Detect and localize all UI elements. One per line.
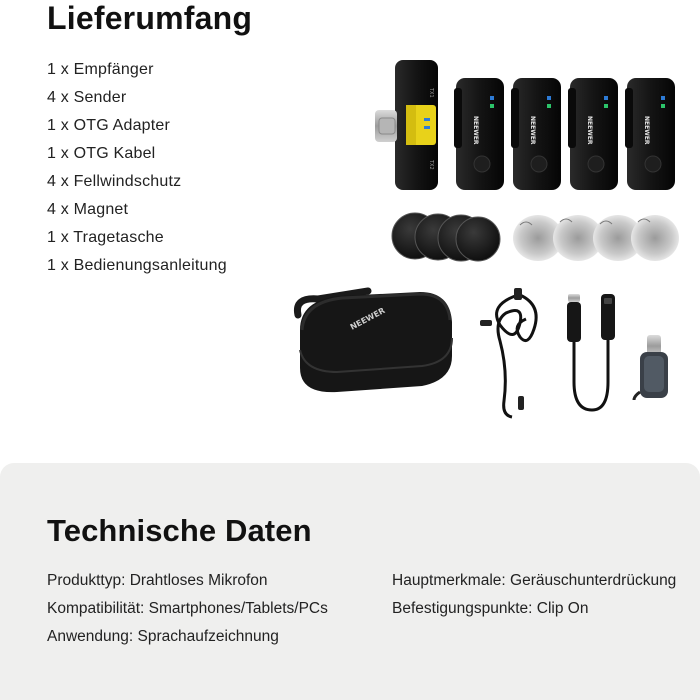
svg-text:NEEWER: NEEWER (643, 116, 650, 145)
svg-text:NEEWER: NEEWER (472, 116, 479, 145)
specs-panel (0, 463, 700, 700)
receiver-device (375, 60, 438, 190)
magnets (392, 213, 500, 261)
specs-left-column (47, 567, 328, 651)
otg-cable (480, 288, 536, 417)
svg-text:NEEWER: NEEWER (529, 116, 536, 145)
specs-title: Technische Daten (47, 513, 312, 548)
list-item: 4 x Fellwindschutz (47, 173, 182, 190)
spec-application: Anwendung: Sprachaufzeichnung (47, 628, 279, 645)
list-item: 1 x OTG Adapter (47, 117, 171, 134)
spec-main-features: Hauptmerkmale: Geräuschunterdrückung (392, 572, 677, 589)
usb-c-cable (567, 294, 615, 410)
windscreens (513, 215, 679, 261)
list-item: 1 x OTG Kabel (47, 145, 156, 162)
spec-attachment: Befestigungspunkte: Clip On (392, 600, 589, 617)
transmitters (454, 78, 675, 190)
carrying-case (297, 291, 452, 392)
list-item: 1 x Empfänger (47, 61, 154, 78)
list-item: 1 x Tragetasche (47, 229, 164, 246)
specs-right-column (392, 567, 676, 623)
contents-list (47, 56, 227, 280)
list-item: 1 x Bedienungsanleitung (47, 257, 227, 274)
list-item: 4 x Sender (47, 89, 127, 106)
contents-title: Lieferumfang (47, 0, 253, 36)
svg-text:NEEWER: NEEWER (348, 305, 387, 332)
spec-compatibility: Kompatibilität: Smartphones/Tablets/PCs (47, 600, 328, 617)
svg-text:TX2: TX2 (428, 160, 434, 170)
list-item: 4 x Magnet (47, 201, 129, 218)
svg-text:TX1: TX1 (428, 88, 434, 98)
spec-product-type: Produkttyp: Drahtloses Mikrofon (47, 572, 268, 589)
svg-text:NEEWER: NEEWER (586, 116, 593, 145)
product-image (290, 50, 700, 430)
otg-adapter (634, 335, 668, 400)
